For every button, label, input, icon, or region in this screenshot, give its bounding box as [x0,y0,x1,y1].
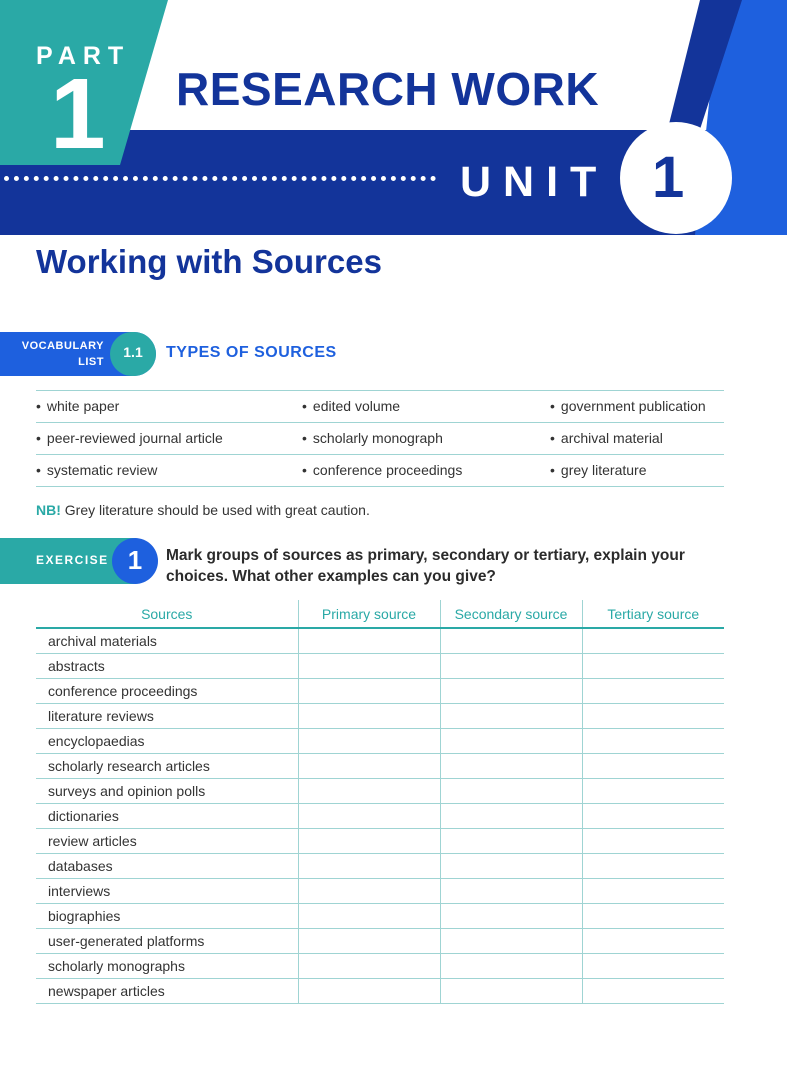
vocabulary-item: • peer-reviewed journal article [36,430,223,446]
column-header-secondary: Secondary source [440,600,582,628]
secondary-answer-cell[interactable] [440,829,582,854]
tertiary-answer-cell[interactable] [582,679,724,704]
table-header-row [36,600,724,628]
table-row [36,829,724,854]
part-number: 1 [50,58,106,170]
secondary-answer-cell[interactable] [440,854,582,879]
source-name: scholarly research articles [36,754,298,779]
tertiary-answer-cell[interactable] [582,929,724,954]
vocabulary-title: TYPES OF SOURCES [166,344,337,361]
primary-answer-cell[interactable] [298,979,440,1004]
primary-answer-cell[interactable] [298,679,440,704]
column-header-primary: Primary source [298,600,440,628]
exercise-label: EXERCISE [36,553,109,567]
primary-answer-cell[interactable] [298,628,440,654]
source-name: encyclopaedias [36,729,298,754]
tertiary-answer-cell[interactable] [582,879,724,904]
tertiary-answer-cell[interactable] [582,754,724,779]
exercise-number: 1 [127,545,143,575]
tertiary-answer-cell[interactable] [582,804,724,829]
source-name: review articles [36,829,298,854]
table-row [36,954,724,979]
source-name: scholarly monographs [36,954,298,979]
caution-note [36,502,370,518]
source-name: conference proceedings [36,679,298,704]
vocabulary-badge-line1: VOCABULARY [21,340,104,352]
primary-answer-cell[interactable] [298,729,440,754]
vocabulary-item: • conference proceedings [302,462,463,478]
unit-label: UNIT [460,158,609,206]
secondary-answer-cell[interactable] [440,954,582,979]
secondary-answer-cell[interactable] [440,779,582,804]
primary-answer-cell[interactable] [298,829,440,854]
vocabulary-badge-line2: LIST [78,356,104,368]
vocabulary-row [36,422,724,454]
exercise-instruction: Mark groups of sources as primary, secondary or tertiary, explain your choices. What other examples can you give? [166,547,685,585]
vocabulary-badge-label [8,338,104,370]
table-row [36,854,724,879]
tertiary-answer-cell[interactable] [582,954,724,979]
primary-answer-cell[interactable] [298,704,440,729]
vocabulary-item: • grey literature [550,462,647,478]
source-name: archival materials [36,628,298,654]
primary-answer-cell[interactable] [298,929,440,954]
table-row [36,979,724,1004]
table-row [36,679,724,704]
primary-answer-cell[interactable] [298,754,440,779]
tertiary-answer-cell[interactable] [582,829,724,854]
table-row [36,804,724,829]
vocabulary-item: • scholarly monograph [302,430,443,446]
table-row [36,628,724,654]
column-header-sources: Sources [36,600,298,628]
secondary-answer-cell[interactable] [440,904,582,929]
tertiary-answer-cell[interactable] [582,854,724,879]
part-title: RESEARCH WORK [176,63,600,115]
vocabulary-item: • archival material [550,430,663,446]
table-row [36,654,724,679]
secondary-answer-cell[interactable] [440,729,582,754]
secondary-answer-cell[interactable] [440,979,582,1004]
source-name: abstracts [36,654,298,679]
table-row [36,904,724,929]
unit-number: 1 [652,145,685,210]
vocabulary-item: • systematic review [36,462,158,478]
part-label: PART [36,42,131,70]
vocabulary-item: • white paper [36,398,120,414]
secondary-answer-cell[interactable] [440,804,582,829]
table-row [36,779,724,804]
page-title: Working with Sources [36,243,382,280]
tertiary-answer-cell[interactable] [582,779,724,804]
table-row [36,704,724,729]
source-name: interviews [36,879,298,904]
secondary-answer-cell[interactable] [440,879,582,904]
table-row [36,879,724,904]
tertiary-answer-cell[interactable] [582,704,724,729]
primary-answer-cell[interactable] [298,854,440,879]
vocabulary-list [36,390,724,487]
source-name: literature reviews [36,704,298,729]
tertiary-answer-cell[interactable] [582,979,724,1004]
primary-answer-cell[interactable] [298,954,440,979]
source-name: user-generated platforms [36,929,298,954]
secondary-answer-cell[interactable] [440,679,582,704]
primary-answer-cell[interactable] [298,804,440,829]
secondary-answer-cell[interactable] [440,654,582,679]
column-header-tertiary: Tertiary source [582,600,724,628]
sources-table [36,600,724,1004]
primary-answer-cell[interactable] [298,904,440,929]
vocabulary-row [36,390,724,422]
vocabulary-number: 1.1 [123,344,143,360]
source-name: newspaper articles [36,979,298,1004]
primary-answer-cell[interactable] [298,879,440,904]
dotted-line [4,176,436,181]
vocabulary-row [36,454,724,487]
secondary-answer-cell[interactable] [440,929,582,954]
tertiary-answer-cell[interactable] [582,628,724,654]
tertiary-answer-cell[interactable] [582,904,724,929]
table-row [36,729,724,754]
source-name: databases [36,854,298,879]
primary-answer-cell[interactable] [298,779,440,804]
secondary-answer-cell[interactable] [440,704,582,729]
secondary-answer-cell[interactable] [440,628,582,654]
unit-banner [0,0,787,235]
vocabulary-item: • edited volume [302,398,401,414]
vocabulary-item: • government publication [550,398,706,414]
source-name: biographies [36,904,298,929]
note-text: Grey literature should be used with great caution. [60,502,370,518]
source-name: dictionaries [36,804,298,829]
table-row [36,929,724,954]
tertiary-answer-cell[interactable] [582,654,724,679]
sources-table-body [36,628,724,1004]
primary-answer-cell[interactable] [298,654,440,679]
table-row [36,754,724,779]
source-name: surveys and opinion polls [36,779,298,804]
secondary-answer-cell[interactable] [440,754,582,779]
note-mark: NB! [36,502,61,518]
tertiary-answer-cell[interactable] [582,729,724,754]
